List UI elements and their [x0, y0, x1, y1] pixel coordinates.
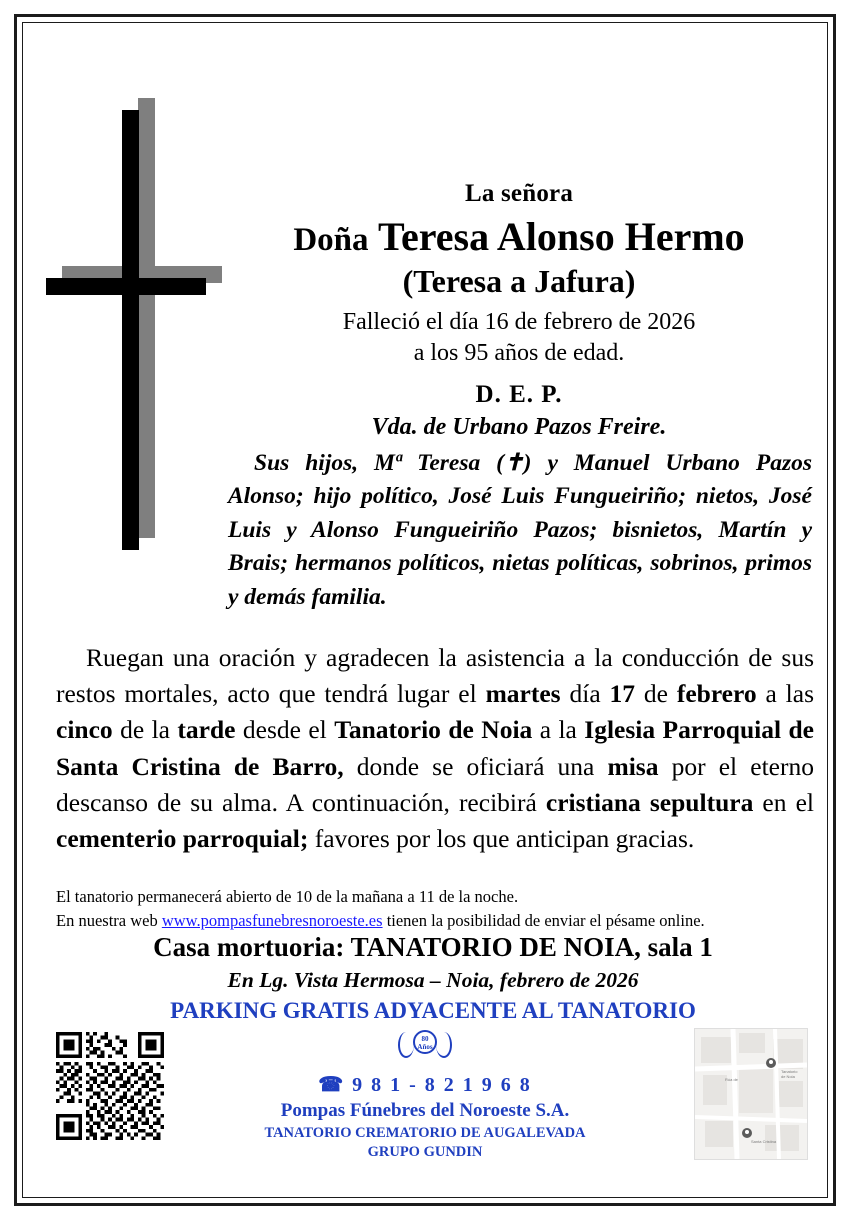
- note-hours: El tanatorio permanecerá abierto de 10 de la mañana a 11 de la noche.: [56, 887, 519, 906]
- map-image: [695, 1029, 807, 1159]
- note-web-prefix: En nuestra web: [56, 910, 162, 930]
- ceremony-segment: febrero: [676, 679, 757, 709]
- company-footer: [230, 1028, 620, 1163]
- phone-number[interactable]: ☎ 9 8 1 - 8 2 1 9 6 8: [318, 1074, 532, 1096]
- notice-content: [30, 30, 820, 1190]
- website-link[interactable]: www.pompasfunebresnoroeste.es: [161, 910, 383, 930]
- deceased-header: [226, 180, 812, 614]
- laurel-left-icon: [398, 1032, 414, 1058]
- note-web: [56, 909, 814, 933]
- honorific: La señora: [464, 180, 574, 207]
- notes-block: [56, 885, 814, 933]
- badge-bottom-text: Años: [417, 1043, 433, 1051]
- ceremony-segment: Ruegan una oración y agradecen la asistencia a la conducción de sus restos mortales, acto que tendrá lugar el: [56, 643, 814, 709]
- svg-text:de Noia: de Noia: [781, 1074, 795, 1079]
- ceremony-segment: Tanatorio de Noia: [334, 715, 533, 745]
- note-web-suffix: tienen la posibilidad de enviar el pésame online.: [382, 910, 705, 930]
- ceremony-segment: de la: [112, 715, 178, 745]
- anniversary-badge: [413, 1030, 437, 1054]
- laurel-right-icon: [436, 1032, 452, 1058]
- ceremony-segment: día: [560, 679, 610, 709]
- deceased-name: Teresa Alonso Hermo: [378, 213, 745, 259]
- ceremony-segment: a la: [532, 715, 585, 745]
- ceremony-segment: martes: [485, 679, 561, 709]
- ceremony-segment: por el eterno descanso de su alma. A continuación, recibirá: [56, 751, 814, 817]
- qr-code[interactable]: [56, 1032, 164, 1140]
- company-name: Pompas Fúnebres del Noroeste S.A.: [280, 1100, 570, 1121]
- cross-vertical-shadow: [138, 98, 155, 538]
- ceremony-segment: donde se oficiará una: [343, 751, 608, 781]
- ceremony-segment: tarde: [177, 715, 236, 745]
- badge-top-text: 80: [421, 1035, 429, 1043]
- ceremony-segment: 17: [609, 679, 636, 709]
- dep-text: D. E. P.: [475, 381, 563, 409]
- cross-vertical-bar: [122, 110, 139, 550]
- ceremony-segment: cristiana sepultura: [545, 787, 754, 817]
- ceremony-segment: cinco: [56, 715, 113, 745]
- qr-code-image: [56, 1032, 164, 1140]
- full-name-line: [226, 213, 812, 262]
- cross-icon: [38, 98, 208, 598]
- cross-horizontal-bar: [46, 278, 206, 295]
- company-sub-line-2: GRUPO GUNDIN: [367, 1144, 483, 1161]
- svg-text:Tanatorio: Tanatorio: [781, 1069, 798, 1074]
- death-date: Falleció el día 16 de febrero de 2026: [342, 308, 696, 335]
- parking-notice: PARKING GRATIS ADYACENTE AL TANATORIO: [170, 998, 696, 1023]
- widow-of: Vda. de Urbano Pazos Freire.: [371, 414, 667, 441]
- ceremony-segment: a las: [756, 679, 814, 709]
- anniversary-laurel-icon: [394, 1028, 456, 1070]
- ceremony-segment: desde el: [235, 715, 335, 745]
- ceremony-segment: misa: [607, 751, 659, 781]
- ceremony-segment: favores por los que anticipan gracias.: [308, 824, 695, 854]
- company-sub-line-1: TANATORIO CREMATORIO DE AUGALEVADA: [264, 1124, 586, 1141]
- deceased-alias: (Teresa a Jafura): [402, 263, 636, 300]
- svg-text:Santa Cristina: Santa Cristina: [751, 1139, 777, 1144]
- ceremony-segment: Iglesia Parroquial de Santa Cristina de Barro,: [56, 715, 814, 781]
- location-map[interactable]: [694, 1028, 808, 1160]
- family-list: Sus hijos, Mª Teresa (✝) y Manuel Urbano Pazos Alonso; hijo político, José Luis Fungueiriño; nietos, José Luis y Alonso Fungueiriño Pazos; bisnietos, Martín y Brais; hermanos políticos, nietas políticas, sobrinos, primos y demás familia.: [228, 450, 812, 610]
- ceremony-segment: de: [635, 679, 677, 709]
- ceremony-paragraph: [56, 640, 814, 857]
- dona-prefix: Doña: [293, 221, 369, 258]
- place-and-date: En Lg. Vista Hermosa – Noia, febrero de 2026: [227, 968, 639, 992]
- ceremony-segment: cementerio parroquial;: [56, 824, 309, 854]
- mortuary-house: Casa mortuoria: TANATORIO DE NOIA, sala 1: [153, 932, 713, 962]
- svg-text:Rúa de: Rúa de: [725, 1077, 738, 1082]
- death-age: a los 95 años de edad.: [413, 340, 625, 367]
- ceremony-segment: en el: [753, 787, 814, 817]
